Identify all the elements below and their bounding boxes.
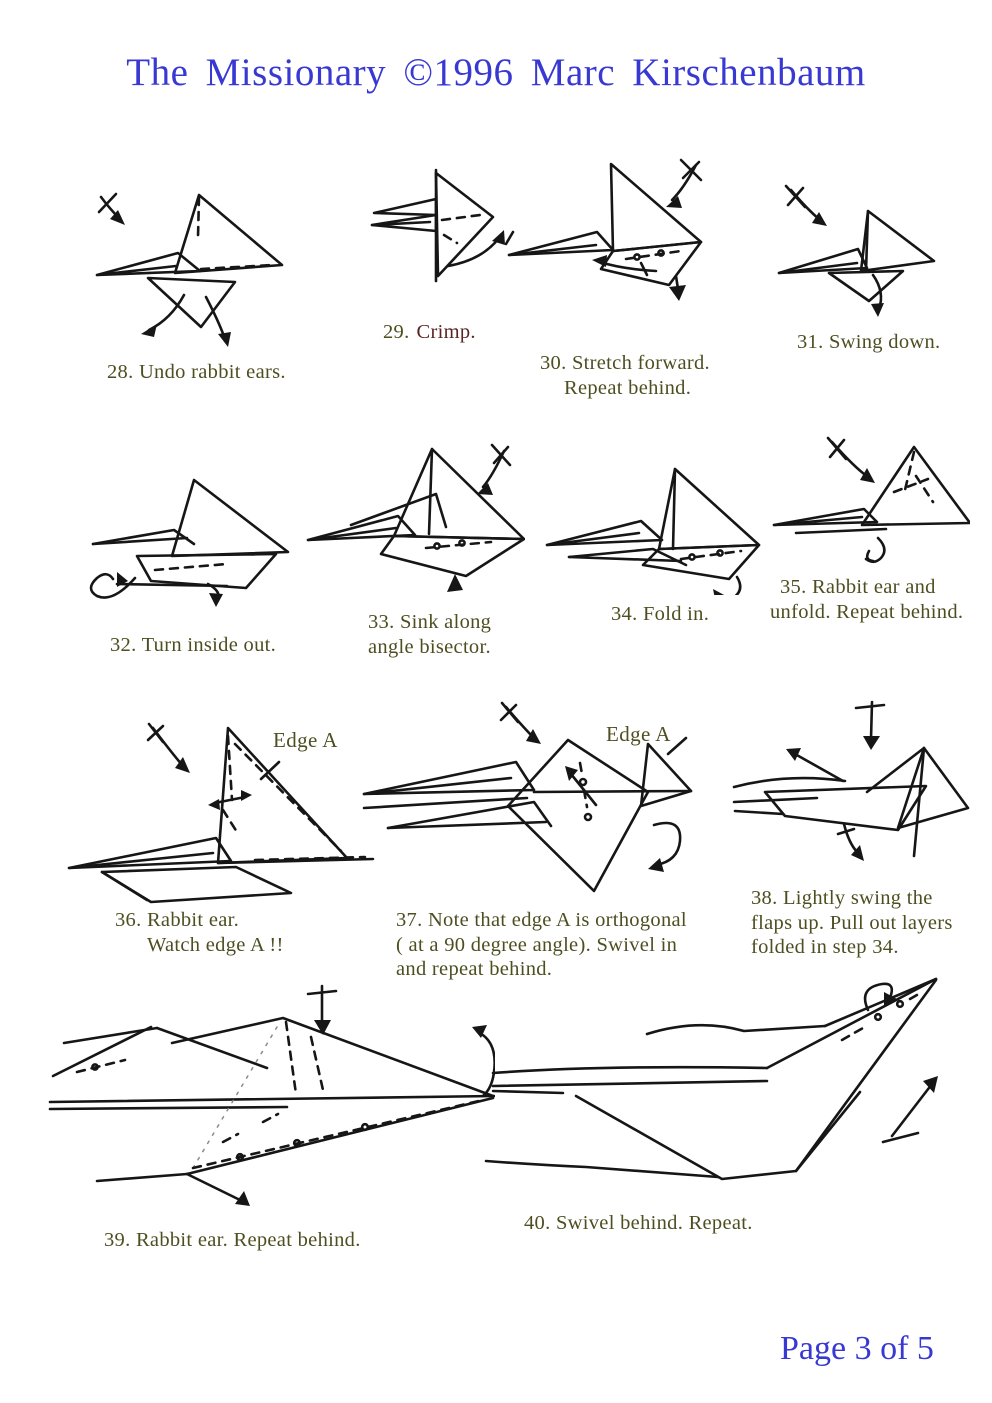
- page-title: The Missionary ©1996 Marc Kirschenbaum: [126, 51, 866, 94]
- unfold-curl-arrow-icon: [866, 538, 884, 562]
- step-30-diagram: [500, 150, 750, 345]
- step-36-caption: 36. Rabbit ear. Watch edge A !!: [115, 909, 284, 956]
- push-arrow-icon: [828, 438, 875, 483]
- step-39-diagram: [35, 980, 495, 1225]
- push-arrow-icon: [856, 702, 884, 750]
- edge-a-label-36: Edge A: [273, 728, 338, 752]
- step-28-caption: 28. Undo rabbit ears.: [107, 361, 286, 383]
- step-40-caption: 40. Swivel behind. Repeat.: [524, 1212, 753, 1234]
- rabbit-ear-arrow-icon: [187, 1174, 250, 1206]
- step-35-diagram: [765, 430, 970, 570]
- step-29-number: 29.: [383, 321, 410, 343]
- step-34-caption: 34. Fold in.: [611, 603, 710, 625]
- push-arrow-icon: [786, 186, 827, 226]
- watch-edge-arrow-icon: [208, 790, 252, 810]
- push-arrow-icon: [148, 724, 190, 773]
- page-number: Page 3 of 5: [780, 1330, 934, 1367]
- step-31-caption: 31. Swing down.: [797, 331, 941, 353]
- sink-arrow-icon: [447, 574, 463, 592]
- edge-a-tick: [261, 762, 279, 779]
- swing-up-arrow-icon: [786, 748, 843, 781]
- step-32-caption: 32. Turn inside out.: [110, 634, 277, 656]
- step-34-diagram: [540, 460, 775, 595]
- pull-out-arrow-icon: [838, 824, 864, 861]
- push-arrow-icon: [666, 160, 701, 208]
- step-35-caption: 35. Rabbit ear and unfold. Repeat behind.: [770, 576, 964, 623]
- step-38-caption: 38. Lightly swing the flaps up. Pull out layers folded in step 34.: [751, 887, 953, 958]
- step-29-caption: [383, 320, 476, 345]
- turn-inside-out-arrow-icon: [91, 572, 135, 598]
- step-40-diagram: [480, 970, 985, 1200]
- push-arrow-icon: [501, 703, 541, 744]
- fold-arrow-icon: [208, 584, 223, 607]
- step-29-action: Crimp.: [416, 321, 476, 343]
- push-arrow-icon: [477, 445, 510, 495]
- swivel-arrow-icon: [565, 766, 596, 805]
- step-39-caption: 39. Rabbit ear. Repeat behind.: [104, 1229, 361, 1251]
- edge-a-label-37: Edge A: [606, 722, 671, 746]
- step-33-diagram: [295, 435, 525, 605]
- push-arrow-icon: [99, 194, 125, 225]
- step-32-diagram: [75, 465, 305, 630]
- step-30-caption: 30. Stretch forward. Repeat behind.: [540, 352, 710, 399]
- step-29-diagram: [360, 163, 515, 323]
- step-33-caption: 33. Sink along angle bisector.: [368, 611, 492, 658]
- unfold-arrow-icon: [141, 295, 184, 337]
- step-28-diagram: [85, 185, 300, 360]
- step-31-diagram: [770, 178, 945, 318]
- repeat-arrow-icon: [883, 1076, 938, 1142]
- step-38-diagram: [725, 695, 975, 890]
- stretch-arrow-icon: [592, 255, 656, 275]
- swivel-curl-arrow-icon: [648, 823, 680, 872]
- step-37-caption: 37. Note that edge A is orthogonal ( at a 90 degree angle). Swivel in and repeat behind.: [396, 909, 687, 980]
